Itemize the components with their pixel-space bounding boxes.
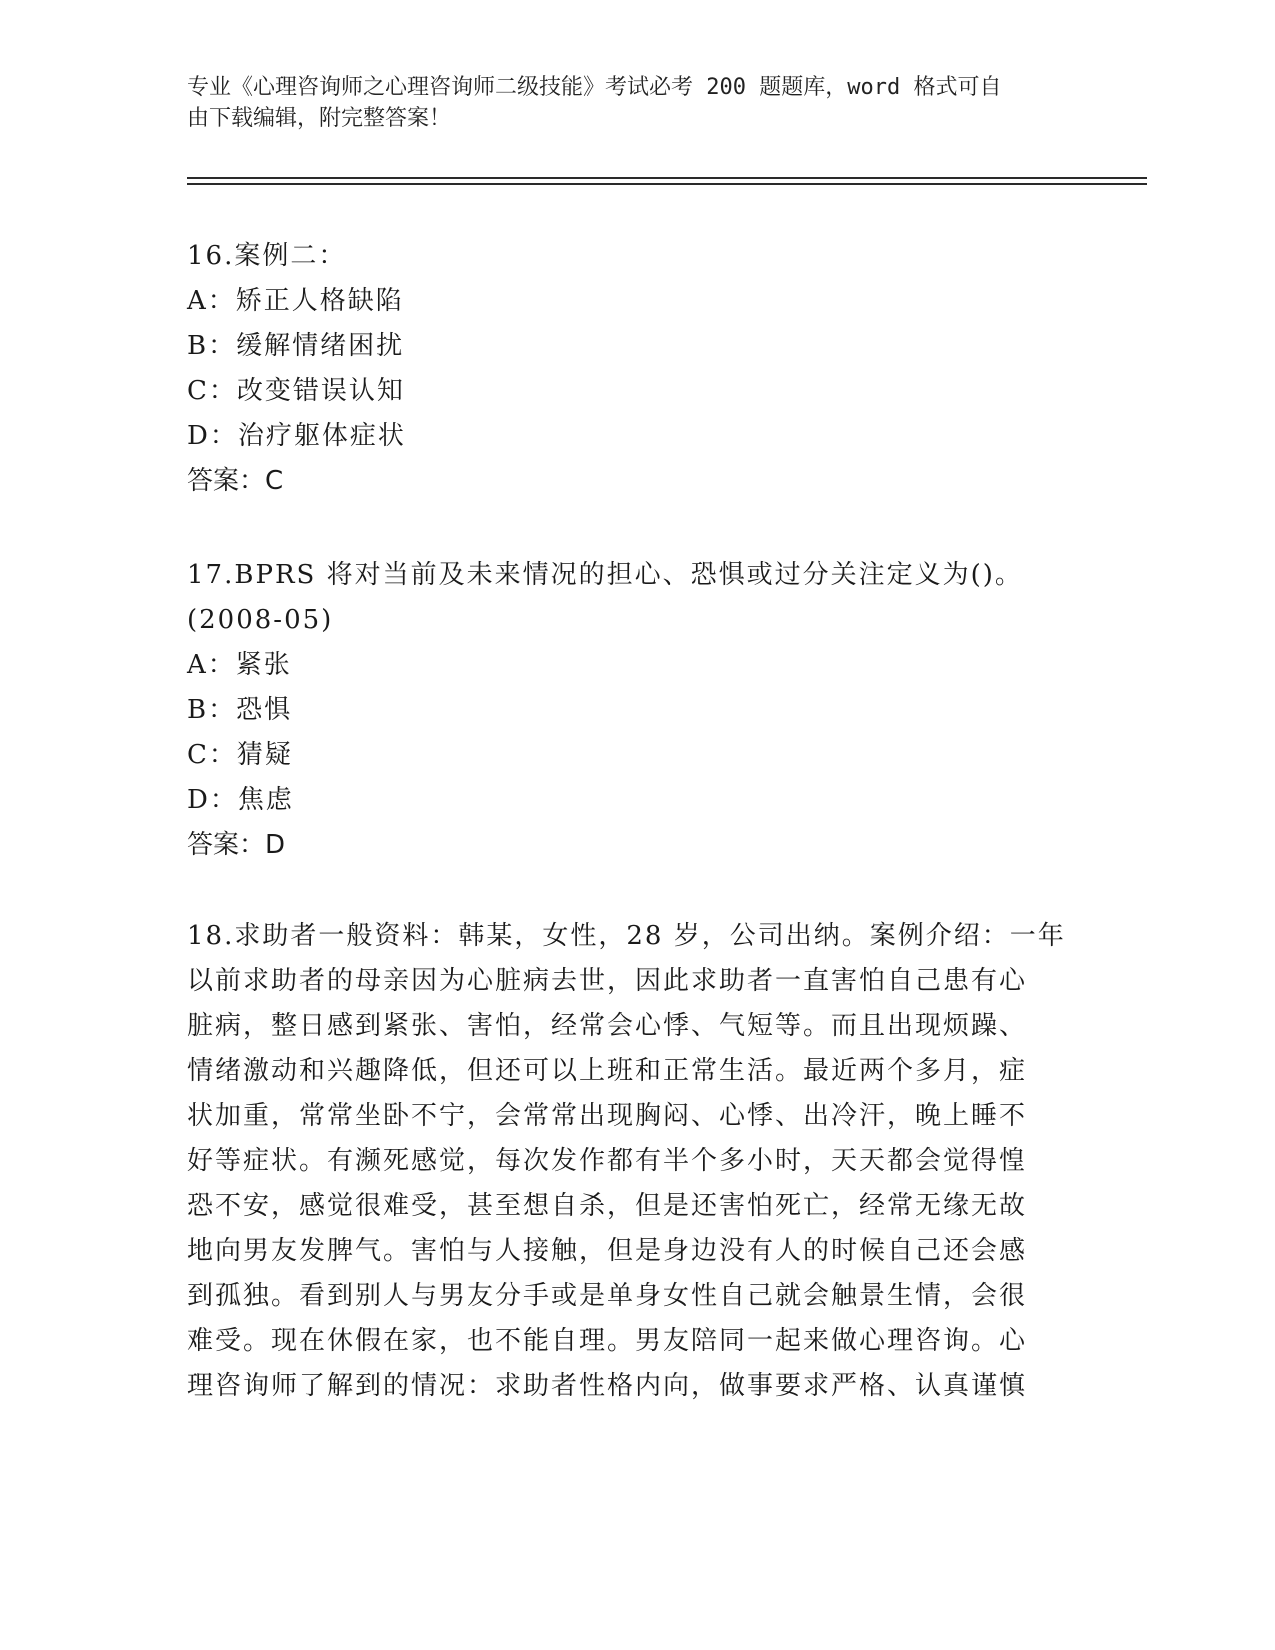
question-stem-date: (2008-05) xyxy=(187,605,334,635)
header-divider-top xyxy=(187,177,1147,179)
paragraph-line: 地向男友发脾气。害怕与人接触，但是身边没有人的时候自己还会感 xyxy=(187,1236,1028,1266)
answer-line: 答案：C xyxy=(187,466,284,496)
paragraph-line: 以前求助者的母亲因为心脏病去世，因此求助者一直害怕自己患有心 xyxy=(187,966,1028,996)
paragraph-line: 脏病，整日感到紧张、害怕，经常会心悸、气短等。而且出现烦躁、 xyxy=(187,1011,1028,1041)
paragraph-line: 18.求助者一般资料：韩某，女性，28 岁，公司出纳。案例介绍：一年 xyxy=(187,921,1066,951)
document-header xyxy=(187,72,1067,134)
header-divider-bottom xyxy=(187,183,1147,185)
option-c: C：改变错误认知 xyxy=(187,376,405,406)
option-b: B：恐惧 xyxy=(187,695,293,725)
option-d: D：治疗躯体症状 xyxy=(187,421,406,451)
header-line-1: 专业《心理咨询师之心理咨询师二级技能》考试必考 200 题题库，word 格式可自 xyxy=(187,75,1002,100)
option-c: C：猜疑 xyxy=(187,740,293,770)
question-16 xyxy=(187,234,1067,504)
paragraph-line: 到孤独。看到别人与男友分手或是单身女性自己就会触景生情，会很 xyxy=(187,1281,1028,1311)
header-line-2: 由下载编辑，附完整答案！ xyxy=(187,106,452,131)
paragraph-line: 恐不安，感觉很难受，甚至想自杀，但是还害怕死亡，经常无缘无故 xyxy=(187,1191,1028,1221)
question-18 xyxy=(187,914,1067,1409)
option-d: D：焦虑 xyxy=(187,785,294,815)
paragraph-line: 情绪激动和兴趣降低，但还可以上班和正常生活。最近两个多月，症 xyxy=(187,1056,1028,1086)
answer-line: 答案：D xyxy=(187,830,286,860)
paragraph-line: 理咨询师了解到的情况：求助者性格内向，做事要求严格、认真谨慎 xyxy=(187,1371,1028,1401)
option-a: A：矫正人格缺陷 xyxy=(187,286,404,316)
question-stem: 16.案例二： xyxy=(187,241,347,271)
paragraph-line: 状加重，常常坐卧不宁，会常常出现胸闷、心悸、出冷汗，晚上睡不 xyxy=(187,1101,1028,1131)
paragraph-line: 好等症状。有濒死感觉，每次发作都有半个多小时，天天都会觉得惶 xyxy=(187,1146,1028,1176)
question-stem: 17.BPRS 将对当前及未来情况的担心、恐惧或过分关注定义为()。 xyxy=(187,560,1023,590)
option-a: A：紧张 xyxy=(187,650,292,680)
question-17 xyxy=(187,553,1067,868)
paragraph-line: 难受。现在休假在家，也不能自理。男友陪同一起来做心理咨询。心 xyxy=(187,1326,1028,1356)
option-b: B：缓解情绪困扰 xyxy=(187,331,405,361)
